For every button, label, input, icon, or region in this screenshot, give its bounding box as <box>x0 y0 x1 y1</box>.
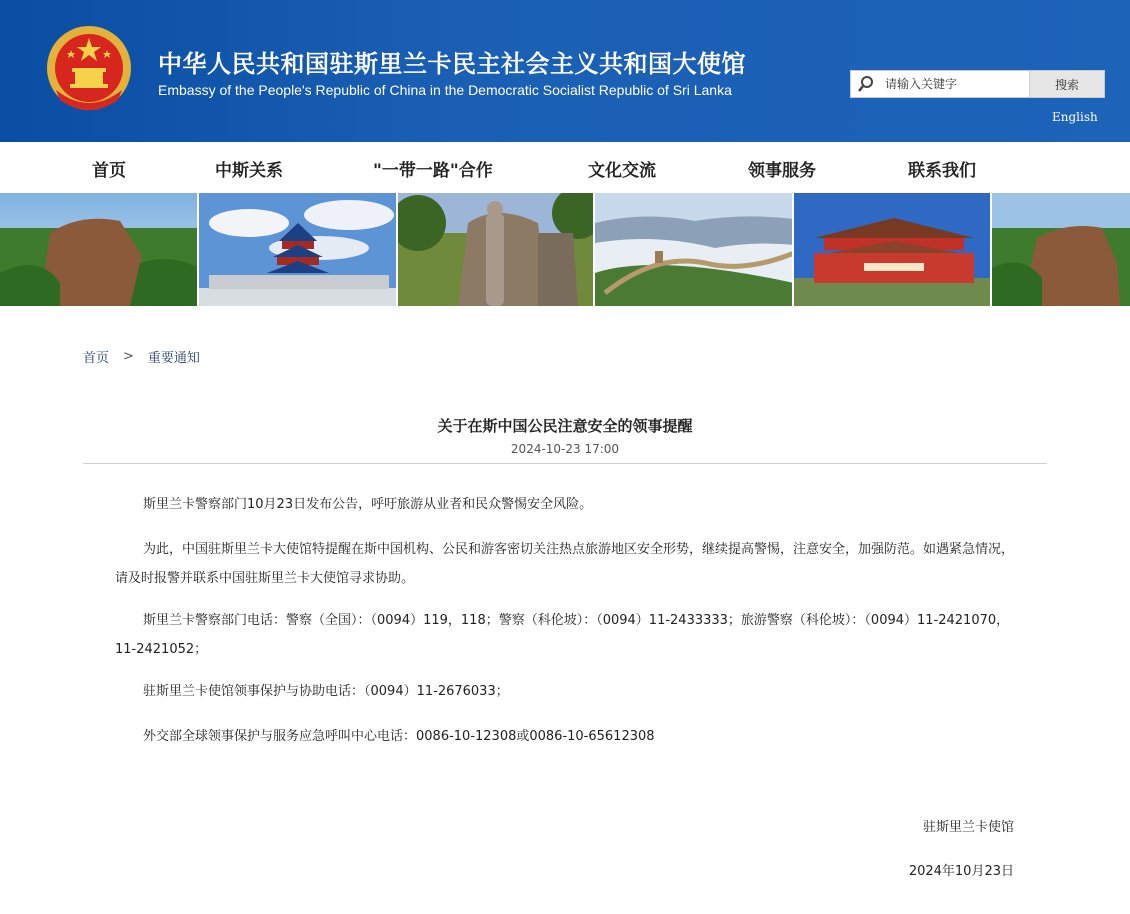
article-signature: 驻斯里兰卡使馆 <box>922 820 1014 835</box>
site-title-en: Embassy of the People's Republic of China in the Democratic Socialist Republic of Sri Lanka <box>158 82 732 98</box>
nav-item-belt-and-road[interactable]: "一带一路"合作 <box>373 161 493 181</box>
site-title-zh: 中华人民共和国驻斯里兰卡民主社会主义共和国大使馆 <box>158 50 746 78</box>
article-paragraph: 为此，中国驻斯里兰卡大使馆特提醒在斯中国机构、公民和游客密切关注热点旅游地区安全形势，继续提高警惕，注意安全，加强防范。如遇紧急情况，请及时报警并联系中国驻斯里兰卡大使馆寻求协助。 <box>115 542 1015 586</box>
main-nav <box>0 142 1130 193</box>
national-emblem-icon <box>44 24 134 116</box>
breadcrumb-separator-icon: > <box>123 349 134 364</box>
article-date: 2024-10-23 17:00 <box>510 442 620 456</box>
search-input[interactable] <box>881 71 1029 97</box>
breadcrumb-current[interactable]: 重要通知 <box>147 351 200 366</box>
sigiriya-rock-image <box>0 193 199 306</box>
temple-of-heaven-image <box>199 193 398 306</box>
article-paragraph: 驻斯里兰卡使馆领事保护与协助电话：（0094）11-2676033； <box>143 684 509 699</box>
breadcrumb-home[interactable]: 首页 <box>83 351 110 366</box>
aukana-buddha-image <box>398 193 595 306</box>
article-title: 关于在斯中国公民注意安全的领事提醒 <box>437 417 693 435</box>
title-divider <box>83 463 1047 464</box>
nav-item-culture-exchange[interactable]: 文化交流 <box>588 161 656 181</box>
nav-item-home[interactable]: 首页 <box>92 161 126 181</box>
article-paragraph: 斯里兰卡警察部门电话：警察（全国）：（0094）119，118；警察（科伦坡）：（0094）11-2433333；旅游警察（科伦坡）：（0094）11-2421070，11-2421052； <box>115 613 1010 657</box>
nav-item-china-srilanka-relations[interactable]: 中斯关系 <box>215 161 283 181</box>
breadcrumb <box>83 347 200 366</box>
article-paragraph: 斯里兰卡警察部门10月23日发布公告，呼吁旅游从业者和民众警惕安全风险。 <box>143 497 593 512</box>
english-link[interactable]: English <box>1052 110 1098 124</box>
nav-item-consular-service[interactable]: 领事服务 <box>748 161 816 181</box>
search-box <box>850 70 1105 98</box>
sigiriya-rock-image-2 <box>992 193 1130 306</box>
search-icon <box>851 71 881 97</box>
site-header <box>0 0 1130 142</box>
nav-item-contact-us[interactable]: 联系我们 <box>908 161 976 181</box>
search-button[interactable]: 搜索 <box>1029 71 1104 97</box>
article-paragraph: 外交部全球领事保护与服务应急呼叫中心电话：0086-10-12308或0086-10-65612308 <box>143 729 655 744</box>
great-wall-image <box>595 193 794 306</box>
article-sign-date: 2024年10月23日 <box>908 864 1014 879</box>
tiananmen-image <box>794 193 992 306</box>
photo-banner <box>0 193 1130 306</box>
